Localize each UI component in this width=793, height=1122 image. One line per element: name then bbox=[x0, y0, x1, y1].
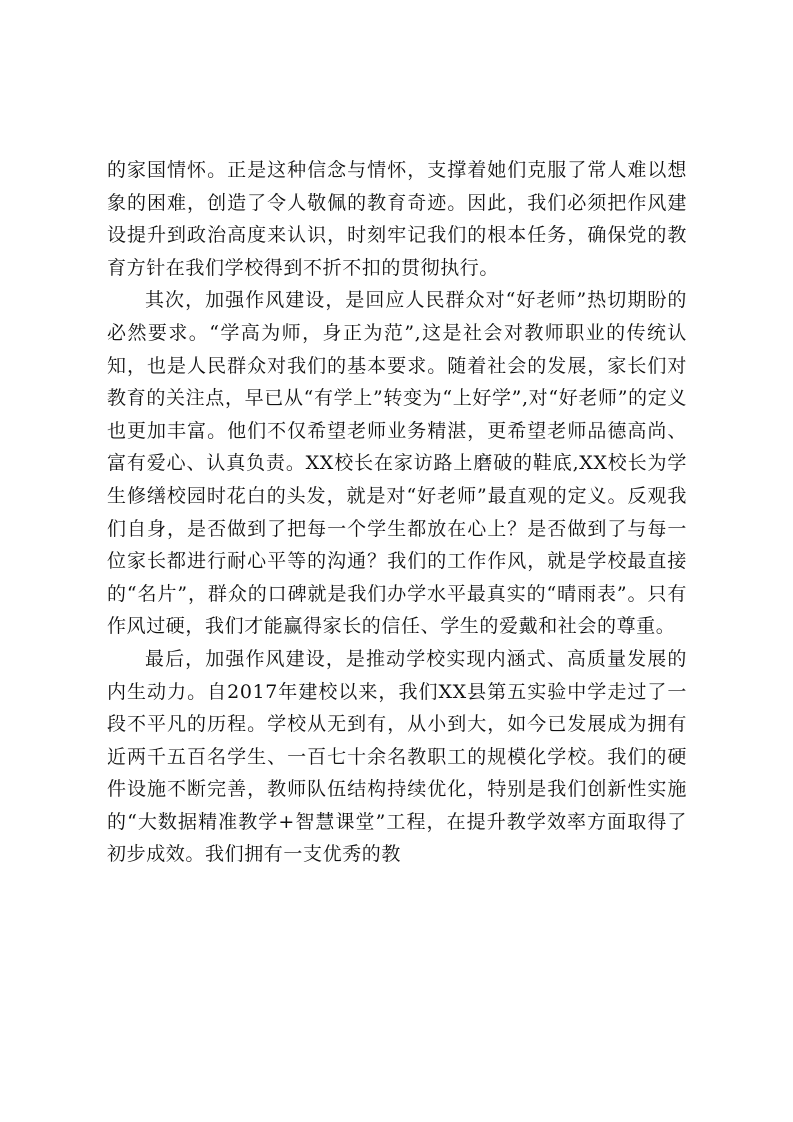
paragraph-finally: 最后，加强作风建设，是推动学校实现内涵式、高质量发展的内生动力。自2017年建校以来，我们XX县第五实验中学走过了一段不平凡的历程。学校从无到有，从小到大，如今已发展成为拥有近两千五百名学生、一百七十余名教职工的规模化学校。我们的硬件设施不断完善，教师队伍结构持续优化，特别是我们创新性实施的“大数据精准教学+智慧课堂”工程，在提升教学效率方面取得了初步成效。我们拥有一支优秀的教 bbox=[107, 647, 687, 866]
paragraph-continuation: 的家国情怀。正是这种信念与情怀，支撑着她们克服了常人难以想象的困难，创造了令人敬佩的教育奇迹。因此，我们必须把作风建设提升到政治高度来认识，时刻牢记我们的根本任务，确保党的教育方针在我们学校得到不折不扣的贯彻执行。 bbox=[107, 159, 687, 279]
document-body bbox=[107, 154, 687, 871]
paragraph-secondly: 其次，加强作风建设，是回应人民群众对“好老师”热切期盼的必然要求。“学高为师，身正为范”,这是社会对教师职业的传统认知，也是人民群众对我们的基本要求。随着社会的发展，家长们对教育的关注点，早已从“有学上”转变为“上好学”,对“好老师”的定义也更加丰富。他们不仅希望老师业务精湛，更希望老师品德高尚、富有爱心、认真负责。XX校长在家访路上磨破的鞋底,XX校长为学生修缮校园时花白的头发，就是对“好老师”最直观的定义。反观我们自身，是否做到了把每一个学生都放在心上？是否做到了与每一位家长都进行耐心平等的沟通？我们的工作作风，就是学校最直接的“名片”，群众的口碑就是我们办学水平最真实的“晴雨表”。只有作风过硬，我们才能赢得家长的信任、学生的爱戴和社会的尊重。 bbox=[107, 289, 687, 638]
